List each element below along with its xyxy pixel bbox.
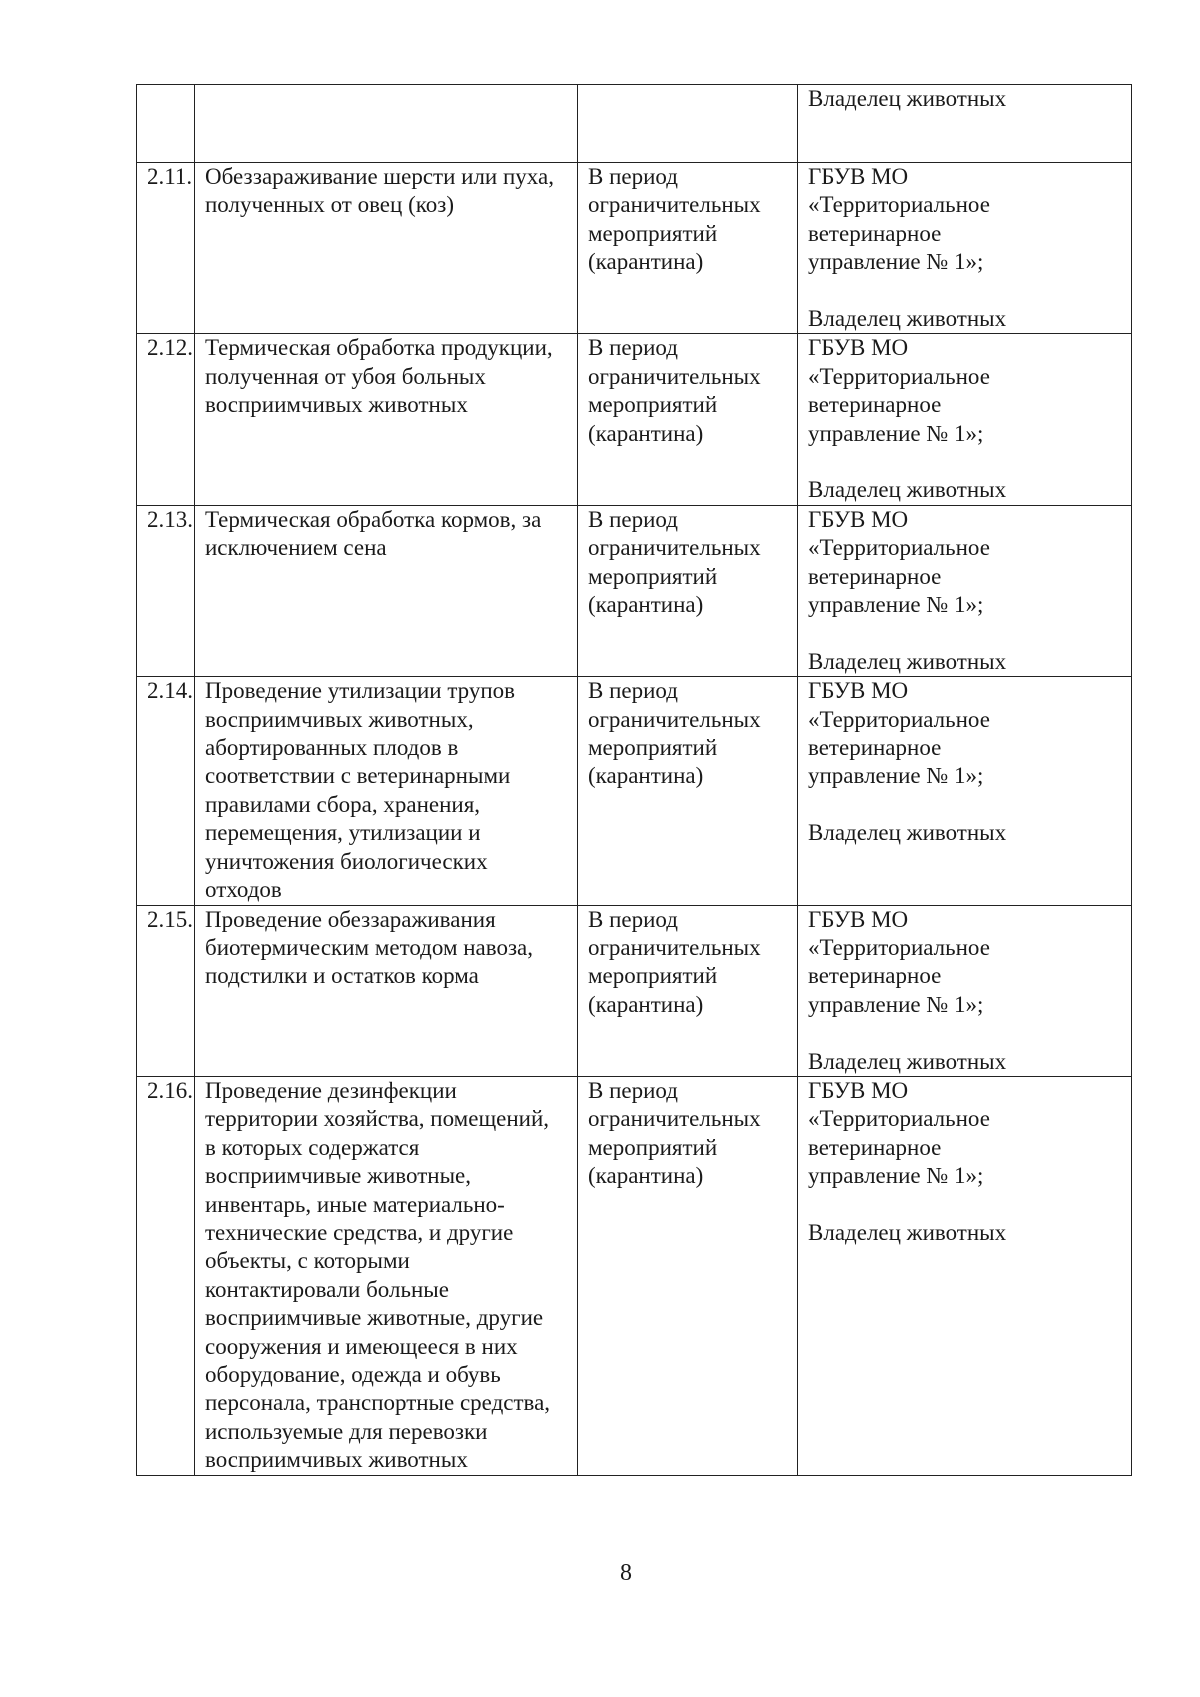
- term-cell: [578, 905, 798, 1076]
- blank-line: [808, 791, 1121, 819]
- table-row: [137, 505, 1132, 676]
- responsible-cell: [798, 1076, 1132, 1475]
- row-number-cell: 2.11.: [137, 163, 195, 334]
- page-number: 8: [620, 1560, 632, 1586]
- action-cell: [195, 163, 578, 334]
- row-number-cell: 2.14.: [137, 677, 195, 905]
- term-text: В период ограничительных мероприятий (карантина): [588, 906, 761, 1017]
- row-number-cell: [137, 85, 195, 163]
- term-text: В период ограничительных мероприятий (карантина): [588, 678, 761, 789]
- responsible-cell: [798, 163, 1132, 334]
- term-text: В период ограничительных мероприятий (карантина): [588, 335, 761, 446]
- action-text: Термическая обработка кормов, за исключением сена: [205, 506, 542, 561]
- responsible-owner: Владелец животных: [808, 1219, 1007, 1245]
- table-row: [137, 1076, 1132, 1475]
- responsible-org: ГБУВ МО «Территориальное ветеринарное управление № 1»;: [808, 906, 990, 1017]
- responsible-cell: [798, 334, 1132, 505]
- responsible-org: ГБУВ МО «Территориальное ветеринарное управление № 1»;: [808, 678, 990, 789]
- table-row: [137, 677, 1132, 905]
- table-row-continuation: [137, 85, 1132, 163]
- row-number-cell: 2.12.: [137, 334, 195, 505]
- term-text: В период ограничительных мероприятий (карантина): [588, 164, 761, 275]
- term-cell: [578, 163, 798, 334]
- term-cell: [578, 677, 798, 905]
- action-text: Проведение дезинфекции территории хозяйства, помещений, в которых содержатся восприимчивые животные, инвентарь, иные материально- технические средства, и другие объекты, с которыми контактировали больные восприимчивые животные, другие сооружения и имеющееся в них оборудование, одежда и обувь персонала, транспортные средства, используемые для перевозки восприимчивых животных: [205, 1077, 551, 1473]
- term-text: В период ограничительных мероприятий (карантина): [588, 1077, 761, 1189]
- responsible-cell: [798, 85, 1132, 163]
- action-cell: [195, 85, 578, 163]
- action-text: Проведение утилизации трупов восприимчивых животных, абортированных плодов в соответствии с ветеринарными правилами сбора, хранения, перемещения, утилизации и уничтожения биологических отходов: [205, 678, 516, 903]
- term-cell: [578, 1076, 798, 1475]
- term-cell: [578, 505, 798, 676]
- table-row: [137, 334, 1132, 505]
- responsible-org: ГБУВ МО «Территориальное ветеринарное управление № 1»;: [808, 506, 990, 618]
- responsible-cell: [798, 505, 1132, 676]
- responsible-owner: Владелец животных: [808, 86, 1007, 111]
- blank-line: [808, 1019, 1121, 1047]
- responsible-owner: Владелец животных: [808, 648, 1007, 674]
- row-number-cell: 2.15.: [137, 905, 195, 1076]
- blank-line: [808, 619, 1121, 647]
- responsible-cell: [798, 677, 1132, 905]
- term-text: В период ограничительных мероприятий (карантина): [588, 506, 761, 618]
- responsible-owner: Владелец животных: [808, 477, 1007, 503]
- action-text: Обеззараживание шерсти или пуха, полученных от овец (коз): [205, 164, 554, 218]
- action-cell: [195, 905, 578, 1076]
- measures-table: [136, 84, 1132, 1476]
- action-cell: [195, 677, 578, 905]
- action-text: Термическая обработка продукции, полученная от убоя больных восприимчивых животных: [205, 335, 553, 418]
- blank-line: [808, 277, 1121, 305]
- responsible-owner: Владелец животных: [808, 306, 1007, 332]
- table-row: [137, 163, 1132, 334]
- row-number-cell: 2.16.: [137, 1076, 195, 1475]
- row-number-cell: 2.13.: [137, 505, 195, 676]
- responsible-cell: [798, 905, 1132, 1076]
- blank-line: [808, 448, 1121, 476]
- action-text: Проведение обеззараживания биотермическим методом навоза, подстилки и остатков корма: [205, 906, 534, 989]
- responsible-org: ГБУВ МО «Территориальное ветеринарное управление № 1»;: [808, 1077, 990, 1189]
- responsible-owner: Владелец животных: [808, 820, 1007, 846]
- action-cell: [195, 334, 578, 505]
- responsible-org: ГБУВ МО «Территориальное ветеринарное управление № 1»;: [808, 335, 990, 446]
- table-row: [137, 905, 1132, 1076]
- action-cell: [195, 505, 578, 676]
- responsible-org: ГБУВ МО «Территориальное ветеринарное управление № 1»;: [808, 164, 990, 275]
- term-cell: [578, 85, 798, 163]
- term-cell: [578, 334, 798, 505]
- action-cell: [195, 1076, 578, 1475]
- responsible-owner: Владелец животных: [808, 1048, 1007, 1074]
- blank-line: [808, 1191, 1121, 1219]
